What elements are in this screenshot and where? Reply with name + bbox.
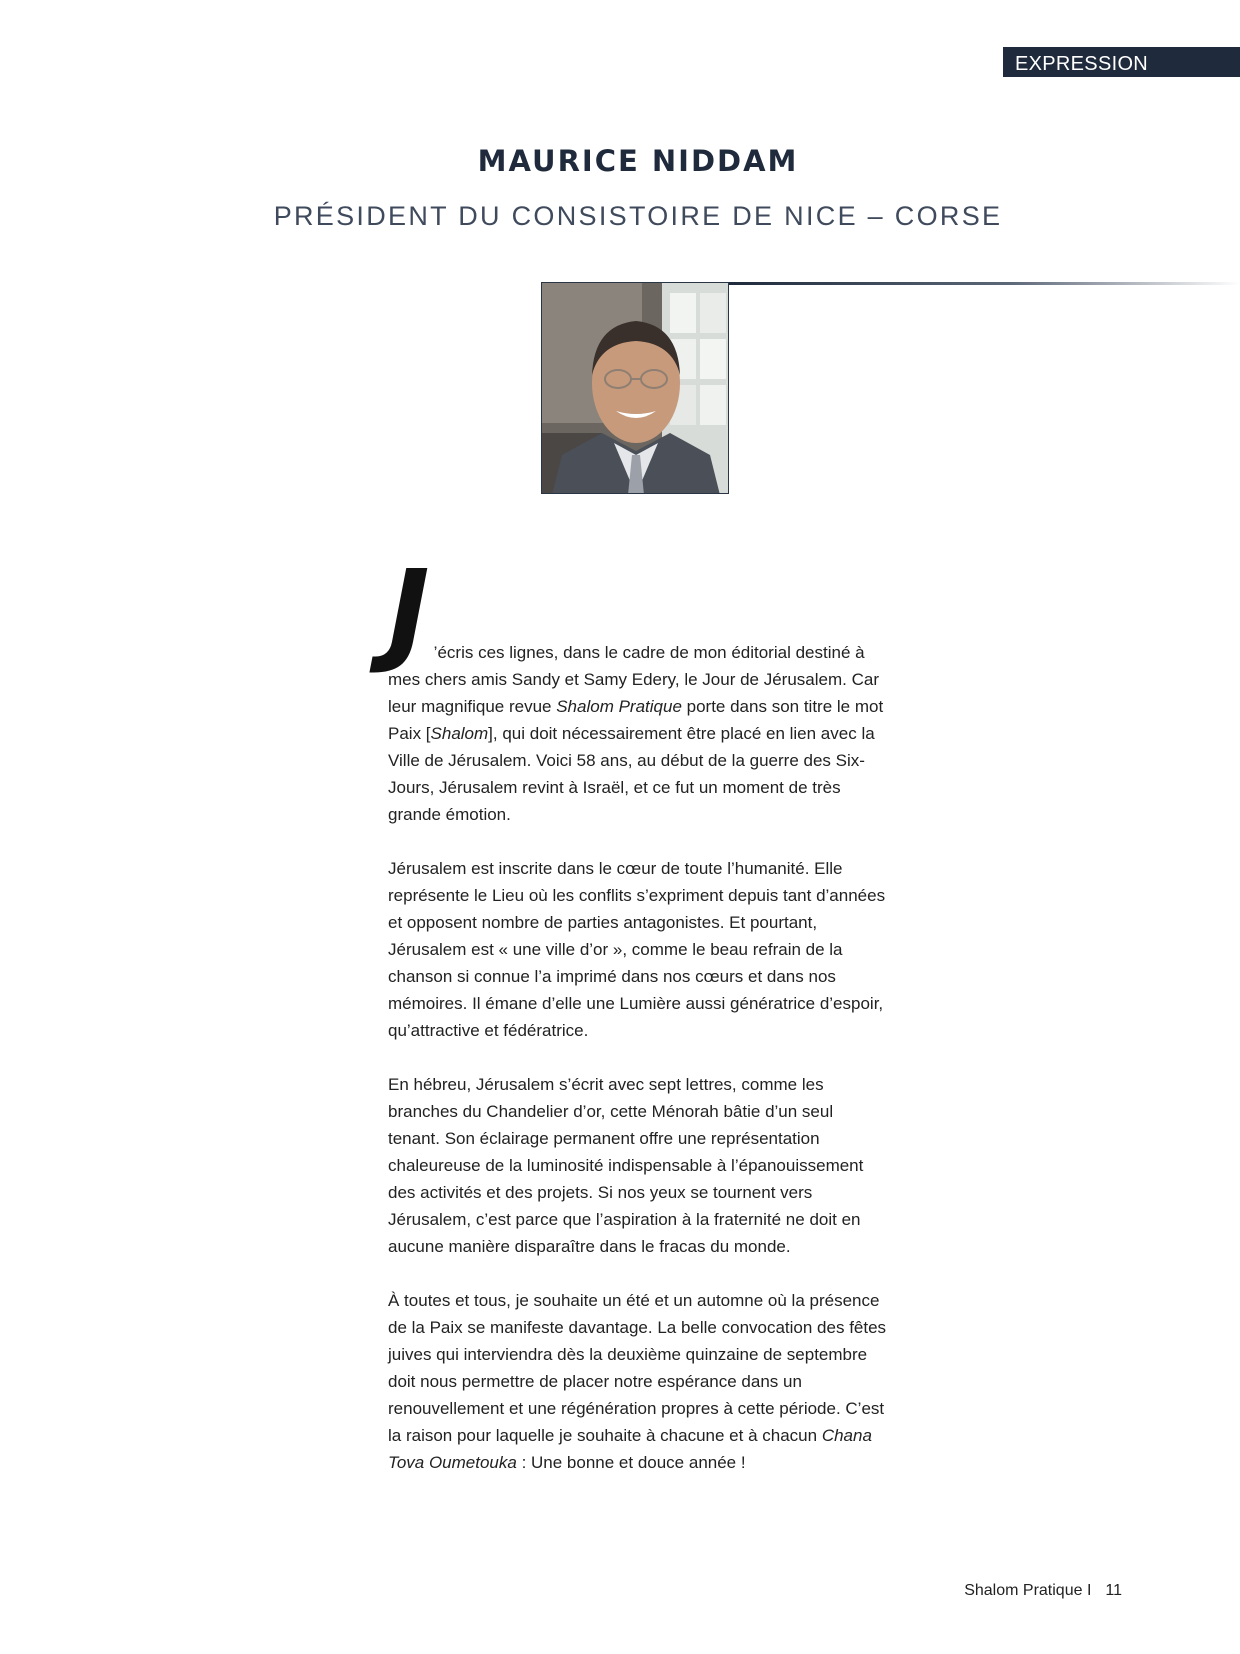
header-rule: [729, 282, 1240, 285]
paragraph-4-text-b: : Une bonne et douce année !: [516, 1453, 746, 1472]
author-role: PRÉSIDENT DU CONSISTOIRE DE NICE – CORSE: [273, 201, 1003, 231]
paragraph-1-text-c: ], qui doit nécessairement être placé en lien avec la Ville de Jérusalem. Voici 58 ans, au début de la guerre des Six-Jours, Jérusalem revint à Israël, et ce fut un moment de très grande émotion.: [388, 724, 875, 824]
section-tag: EXPRESSION: [1003, 47, 1240, 77]
article-paragraph-4: [388, 1287, 888, 1476]
author-portrait: [541, 282, 729, 494]
paragraph-1-em-1: Shalom Pratique: [556, 697, 682, 716]
article-paragraph-1: [388, 547, 888, 828]
page-number: 11: [1105, 1582, 1122, 1599]
paragraph-1-text-a: ’écris ces lignes, dans le cadre de mon éditorial destiné à mes chers amis Sandy et Samy Edery, le Jour de Jérusalem. Car leur magnifique revue: [388, 643, 879, 716]
article-paragraph-3: En hébreu, Jérusalem s’écrit avec sept lettres, comme les branches du Chandelier d’or, cette Ménorah bâtie d’un seul tenant. Son éclairage permanent offre une représentation chaleureuse de la luminosité indispensable à l’épanouissement des activités et des projets. Si nos yeux se tournent vers Jérusalem, c’est parce que l’aspiration à la fraternité ne doit en aucune manière disparaître dans le fracas du monde.: [388, 1075, 864, 1256]
portrait-image: [542, 283, 729, 494]
publication-name: Shalom Pratique I: [964, 1582, 1092, 1599]
author-name: MAURICE NIDDAM: [477, 144, 799, 178]
paragraph-4-text-a: À toutes et tous, je souhaite un été et un automne où la présence de la Paix se manifeste davantage. La belle convocation des fêtes juives qui interviendra dès la deuxième quinzaine de septembre doit nous permettre de placer notre espérance dans un renouvellement et une régénération propres à cette période. C’est la raison pour laquelle je souhaite à chacune et à chacun: [388, 1291, 887, 1445]
article-body: [388, 547, 888, 1503]
paragraph-1-text-b: porte dans son titre le mot Paix [: [388, 697, 884, 743]
page-footer: [964, 1582, 1122, 1600]
drop-cap: J: [388, 547, 430, 677]
paragraph-4-em: Chana Tova Oumetouka: [388, 1426, 872, 1472]
paragraph-1-em-2: Shalom: [430, 724, 489, 743]
article-paragraph-2: Jérusalem est inscrite dans le cœur de toute l’humanité. Elle représente le Lieu où les conflits s’expriment depuis tant d’années et opposent nombre de parties antagonistes. Et pourtant, Jérusalem est « une ville d’or », comme le beau refrain de la chanson si connue l’a imprimé dans nos cœurs et dans nos mémoires. Il émane d’elle une Lumière aussi génératrice d’espoir, qu’attractive et fédératrice.: [388, 859, 886, 1040]
drop-cap-spacer: [388, 568, 888, 639]
